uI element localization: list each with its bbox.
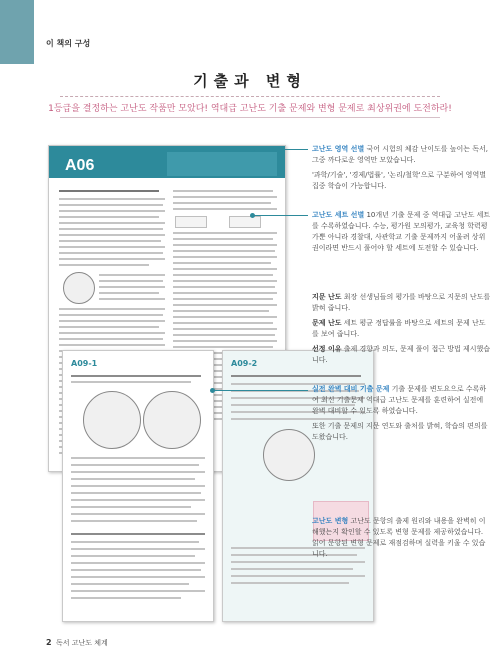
annotation-domain-selection [312, 144, 492, 196]
page-number: 2 [46, 638, 52, 647]
figure-circle [143, 391, 201, 449]
banner-info-box [167, 152, 277, 176]
annotation-text: 고난도 문항의 출제 원리와 내용을 완벽히 이해했는지 확인할 수 있도록 변형 문제를 제공하였습니다. 읽어 문항된 변형 문제로 재점검하며 실력을 키울 수 있습니다. [312, 517, 486, 558]
annotation-difficulty [312, 292, 492, 370]
annotation-label: 문제 난도 [312, 319, 342, 327]
section-label: 이 책의 구성 [46, 39, 91, 48]
annotation-heading: 고난도 변형 [312, 517, 349, 525]
question-code: A09-1 [71, 359, 98, 368]
diagram-box [229, 216, 261, 228]
title-divider [60, 96, 440, 97]
page-subtitle: 1등급을 결정하는 고난도 작품만 모았다! 역대급 고난도 기출 문제와 변형 문제로 최상위권에 도전하라! [48, 104, 452, 114]
set-code: A06 [65, 157, 95, 174]
connector-line [212, 390, 308, 391]
page-title: 기출과 변형 [193, 72, 307, 90]
annotation-practice [312, 384, 492, 447]
sample-page-question [62, 350, 214, 622]
connector-dot [250, 213, 255, 218]
figure-circle [83, 391, 141, 449]
connector-dot [250, 147, 255, 152]
connector-line [252, 215, 308, 216]
annotation-variant [312, 516, 492, 564]
annotation-text: 10개년 기출 문제 중 역대급 고난도 세트를 수록하였습니다. 수능, 평가원 모의평가, 교육청 학력평가뿐 아니라 경찰대, 사관학교 기출 문제까지 어울려 상위권이라면 반드시 풀어야 할 세트에 도전할 수 있습니다. [312, 211, 491, 252]
annotation-heading: 고난도 세트 선별 [312, 211, 365, 219]
header-color-tab [0, 0, 34, 64]
figure-circle [63, 272, 95, 304]
subtitle-divider [60, 117, 440, 118]
annotation-text: 출제 경향과 의도, 문제 풀이 접근 방법 제시했습니다. [312, 345, 491, 364]
annotation-label: 선정 이유 [312, 345, 342, 353]
annotation-heading: 실전 완벽 대비 기출 문제 [312, 385, 390, 393]
annotation-text: '과학/기술', '경제/법률', '논리/철학'으로 구분하여 영역별 집중 학습이 가능합니다. [312, 171, 486, 190]
footer-label: 독서 고난도 체계 [56, 639, 108, 647]
annotation-label: 지문 난도 [312, 293, 342, 301]
annotation-set-selection [312, 210, 492, 258]
annotation-text: 기출 문제를 변도요으로 수록하여 최신 기출문제 역대급 고난도 문제를 훈련하여 실전에 완벽 대비할 수 있도록 하였습니다. [312, 385, 487, 415]
connector-line [252, 149, 308, 150]
diagram-box [175, 216, 207, 228]
figure-circle [263, 429, 315, 481]
annotation-text: 세트 평균 정답률을 바탕으로 세트의 문제 난도를 보여 줍니다. [312, 319, 486, 338]
annotation-text: 최장 선생님들의 평가를 바탕으로 지문의 난도를 밝혀 줍니다. [312, 293, 491, 312]
annotation-text: 또한 기출 문제의 지문 연도와 출처를 밝혀, 학습의 편의를 도왔습니다. [312, 422, 488, 441]
annotation-text: 국어 시험의 체감 난이도를 높이는 독서, 그중 까다로운 영역만 모았습니다. [312, 145, 488, 164]
connector-dot [210, 388, 215, 393]
annotation-heading: 고난도 영역 선별 [312, 145, 365, 153]
variant-code: A09-2 [231, 359, 258, 368]
